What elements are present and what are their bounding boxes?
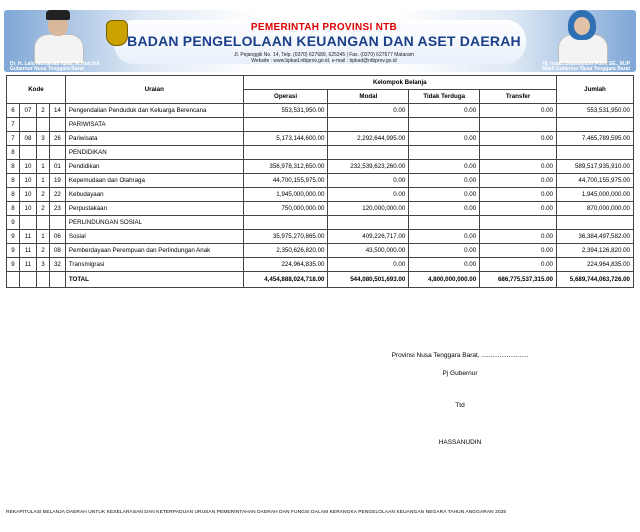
total-label: TOTAL (65, 272, 243, 288)
total-tidak: 4,800,000,000.00 (409, 272, 480, 288)
cell-transfer (480, 118, 557, 132)
cell-k1: 8 (7, 146, 20, 160)
cell-operasi: 750,000,000.00 (243, 202, 328, 216)
cell-modal (328, 146, 409, 160)
cell-k1: 9 (7, 216, 20, 230)
cell-modal: 120,000,000.00 (328, 202, 409, 216)
cell-k4: 23 (49, 202, 65, 216)
cell-modal: 409,226,717.00 (328, 230, 409, 244)
cell-uraian: Kepemudaan dan Olahraga (65, 174, 243, 188)
header-title-province: PEMERINTAH PROVINSI NTB (250, 22, 398, 33)
cell-uraian: Transmigrasi (65, 258, 243, 272)
cell-jumlah: 589,517,935,910.00 (557, 160, 634, 174)
cell-empty (49, 272, 65, 288)
cell-transfer (480, 146, 557, 160)
header-operasi: Operasi (243, 90, 328, 104)
cell-jumlah: 7,465,789,595.00 (557, 132, 634, 146)
table-row (7, 230, 634, 244)
cell-k3: 2 (36, 188, 49, 202)
vice-governor-caption (542, 62, 630, 72)
cell-k1: 8 (7, 174, 20, 188)
header-uraian: Uraian (65, 76, 243, 104)
cell-k2 (19, 216, 36, 230)
cell-k3 (36, 146, 49, 160)
vice-governor-photo (552, 10, 612, 62)
cell-tidak: 0.00 (409, 188, 480, 202)
cell-tidak (409, 216, 480, 230)
cell-operasi: 224,964,835.00 (243, 258, 328, 272)
cell-k4: 08 (49, 244, 65, 258)
cell-uraian: Sosial (65, 230, 243, 244)
cell-uraian: Pengendalian Penduduk dan Keluarga Berencana (65, 104, 243, 118)
cell-tidak: 0.00 (409, 160, 480, 174)
cell-tidak: 0.00 (409, 132, 480, 146)
governor-caption (10, 62, 99, 72)
cell-k3: 3 (36, 132, 49, 146)
cell-k2: 07 (19, 104, 36, 118)
header-jumlah: Jumlah (557, 76, 634, 104)
table-total-row (7, 272, 634, 288)
total-jumlah: 5,689,744,063,726.00 (557, 272, 634, 288)
cell-empty (36, 272, 49, 288)
table-row (7, 244, 634, 258)
cell-tidak (409, 146, 480, 160)
cell-k1: 9 (7, 258, 20, 272)
cell-operasi: 1,945,000,000.00 (243, 188, 328, 202)
cell-operasi (243, 118, 328, 132)
cell-k1: 8 (7, 202, 20, 216)
cell-transfer: 0.00 (480, 230, 557, 244)
cell-modal: 0.00 (328, 258, 409, 272)
table-row (7, 188, 634, 202)
cell-uraian: Pemberdayaan Perempuan dan Perlindungan Anak (65, 244, 243, 258)
cell-operasi (243, 146, 328, 160)
governor-name: Dr. H. Lalu Muhamad Iqbal, M.Hub.Intl (10, 61, 100, 67)
cell-k1: 8 (7, 160, 20, 174)
cell-jumlah: 224,964,835.00 (557, 258, 634, 272)
cell-k4: 22 (49, 188, 65, 202)
cell-tidak: 0.00 (409, 202, 480, 216)
cell-k3: 1 (36, 174, 49, 188)
signature-role: Pj Gubernur (442, 370, 478, 377)
vice-governor-name: Hj. Indah Dhamayanti Putri, SE., M.IP (542, 61, 630, 67)
cell-tidak: 0.00 (409, 244, 480, 258)
cell-k1: 9 (7, 244, 20, 258)
cell-transfer: 0.00 (480, 202, 557, 216)
cell-jumlah: 44,700,155,975.00 (557, 174, 634, 188)
cell-jumlah: 870,000,000.00 (557, 202, 634, 216)
cell-operasi: 35,975,270,865.00 (243, 230, 328, 244)
cell-jumlah: 2,394,126,820.00 (557, 244, 634, 258)
cell-transfer: 0.00 (480, 258, 557, 272)
table-row (7, 174, 634, 188)
cell-k3 (36, 216, 49, 230)
table-row (7, 202, 634, 216)
document-footer: REKAPITULASI BELANJA DAERAH UNTUK KESELARASAN DAN KETERPADUAN URUSAN PEMERINTAHAN DAERAH DAN FUNGSI DALAM KERANGKA PENGELOLAAN KEUANGAN NEGARA TAHUN ANGGARAN 2025 (6, 510, 507, 515)
header-contact: Website : www.bpkad.ntbprov.go.id, e-mail : bpkad@ntbprov.go.id (251, 58, 397, 64)
cell-modal: 0.00 (328, 104, 409, 118)
cell-k4: 14 (49, 104, 65, 118)
cell-operasi: 44,700,155,975.00 (243, 174, 328, 188)
cell-operasi: 2,350,626,820.00 (243, 244, 328, 258)
cell-uraian: Perpustakaan (65, 202, 243, 216)
cell-k2 (19, 146, 36, 160)
cell-k2 (19, 118, 36, 132)
table-row (7, 258, 634, 272)
cell-jumlah (557, 216, 634, 230)
cell-modal: 232,539,623,260.00 (328, 160, 409, 174)
cell-jumlah: 1,945,000,000.00 (557, 188, 634, 202)
cell-operasi: 553,531,950.00 (243, 104, 328, 118)
cell-operasi (243, 216, 328, 230)
cell-k3: 2 (36, 244, 49, 258)
cell-tidak: 0.00 (409, 174, 480, 188)
total-transfer: 686,775,537,315.00 (480, 272, 557, 288)
cell-k2: 11 (19, 258, 36, 272)
cell-k2: 10 (19, 160, 36, 174)
cell-modal: 0.00 (328, 174, 409, 188)
cell-tidak: 0.00 (409, 258, 480, 272)
governor-role: Gubernur Nusa Tenggara Barat (10, 66, 85, 72)
cell-modal: 0.00 (328, 188, 409, 202)
vice-governor-role: Wakil Gubernur Nusa Tenggara Barat (541, 66, 630, 72)
cell-operasi: 356,978,312,650.00 (243, 160, 328, 174)
cell-k4 (49, 118, 65, 132)
cell-tidak (409, 118, 480, 132)
table-row (7, 216, 634, 230)
cell-jumlah: 553,531,950.00 (557, 104, 634, 118)
cell-k4: 01 (49, 160, 65, 174)
cell-jumlah: 36,384,497,582.00 (557, 230, 634, 244)
cell-k1: 6 (7, 104, 20, 118)
budget-table (6, 75, 634, 288)
cell-transfer (480, 216, 557, 230)
cell-k4: 26 (49, 132, 65, 146)
cell-uraian: PENDIDIKAN (65, 146, 243, 160)
table-row (7, 146, 634, 160)
cell-transfer: 0.00 (480, 174, 557, 188)
cell-modal (328, 216, 409, 230)
header-tidak-terduga: Tidak Terduga (409, 90, 480, 104)
cell-jumlah (557, 118, 634, 132)
cell-transfer: 0.00 (480, 160, 557, 174)
cell-k3: 3 (36, 258, 49, 272)
signature-ttd: Ttd (455, 402, 465, 409)
total-modal: 544,080,501,693.00 (328, 272, 409, 288)
header-address: Jl. Pejanggik No. 14, Telp. (0370) 627689, 625345 | Fax. (0370) 627677 Mataram (234, 52, 414, 58)
table-row (7, 132, 634, 146)
cell-k1: 7 (7, 132, 20, 146)
cell-k4: 06 (49, 230, 65, 244)
cell-k3: 1 (36, 160, 49, 174)
governor-photo (28, 10, 88, 62)
cell-k1: 8 (7, 188, 20, 202)
cell-k4: 32 (49, 258, 65, 272)
table-row (7, 118, 634, 132)
cell-k2: 11 (19, 244, 36, 258)
cell-tidak: 0.00 (409, 230, 480, 244)
cell-k3: 2 (36, 202, 49, 216)
cell-k2: 08 (19, 132, 36, 146)
signature-name: HASSANUDIN (438, 439, 482, 446)
cell-k2: 10 (19, 174, 36, 188)
cell-k3: 1 (36, 230, 49, 244)
cell-jumlah (557, 146, 634, 160)
cell-modal (328, 118, 409, 132)
cell-uraian: PARIWISATA (65, 118, 243, 132)
header-modal: Modal (328, 90, 409, 104)
table-row (7, 104, 634, 118)
cell-k1: 7 (7, 118, 20, 132)
cell-modal: 2,292,644,995.00 (328, 132, 409, 146)
cell-k3 (36, 118, 49, 132)
cell-k2: 10 (19, 188, 36, 202)
cell-empty (19, 272, 36, 288)
cell-k2: 10 (19, 202, 36, 216)
cell-uraian: Pendidikan (65, 160, 243, 174)
cell-uraian: PERLINDUNGAN SOSIAL (65, 216, 243, 230)
cell-transfer: 0.00 (480, 132, 557, 146)
cell-tidak: 0.00 (409, 104, 480, 118)
table-row (7, 160, 634, 174)
header-kode: Kode (7, 76, 66, 104)
cell-k4: 19 (49, 174, 65, 188)
cell-transfer: 0.00 (480, 104, 557, 118)
cell-k2: 11 (19, 230, 36, 244)
cell-operasi: 5,173,144,600.00 (243, 132, 328, 146)
header-transfer: Transfer (480, 90, 557, 104)
cell-k1: 9 (7, 230, 20, 244)
cell-uraian: Pariwisata (65, 132, 243, 146)
cell-k4 (49, 146, 65, 160)
cell-k4 (49, 216, 65, 230)
total-operasi: 4,454,888,024,718.00 (243, 272, 328, 288)
signature-place-date: Provinsi Nusa Tenggara Barat, .......................... (391, 352, 529, 359)
cell-modal: 43,500,000.00 (328, 244, 409, 258)
cell-transfer: 0.00 (480, 244, 557, 258)
header-kelompok-belanja: Kelompok Belanja (243, 76, 556, 90)
header-banner (4, 10, 636, 72)
cell-transfer: 0.00 (480, 188, 557, 202)
header-title-agency: BADAN PENGELOLAAN KEUANGAN DAN ASET DAERAH (127, 33, 521, 49)
cell-k3: 2 (36, 104, 49, 118)
cell-empty (7, 272, 20, 288)
cell-uraian: Kebudayaan (65, 188, 243, 202)
